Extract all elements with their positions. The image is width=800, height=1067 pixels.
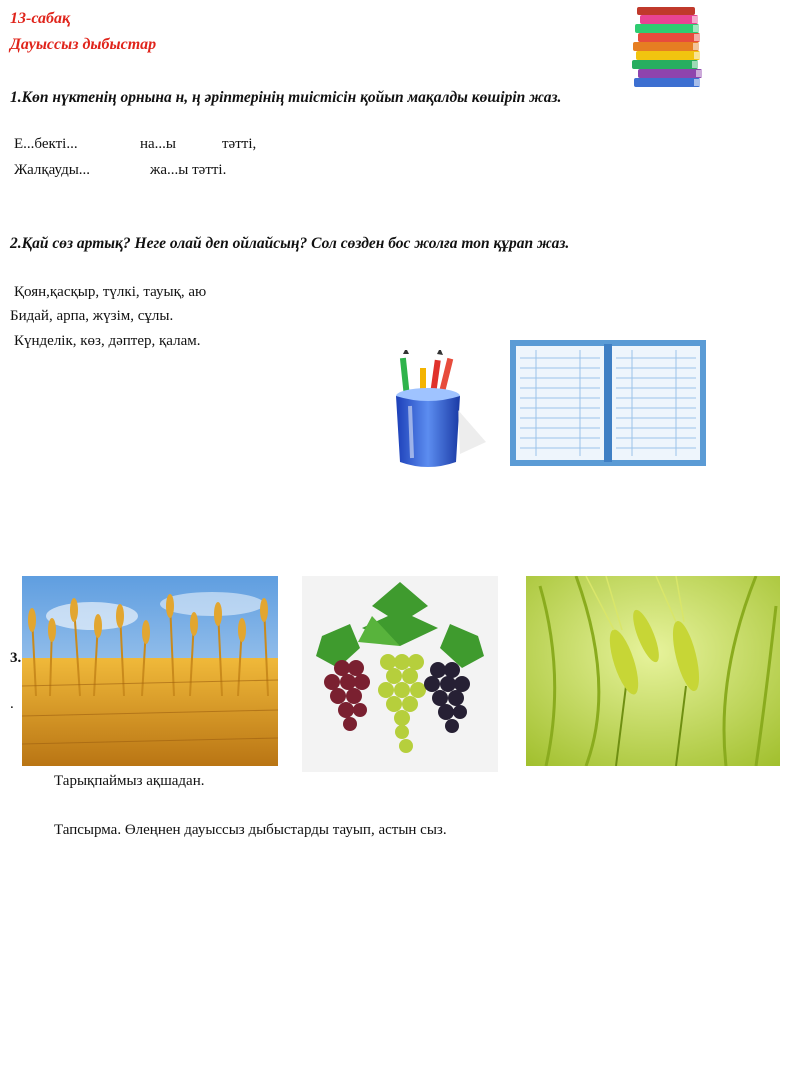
- task3-assignment: Тапсырма. Өлеңнен дауыссыз дыбыстарды тауып, астын сыз.: [54, 822, 447, 838]
- task1-line2-left: Жалқауды...: [14, 162, 91, 178]
- wheat-field-photo: [22, 576, 278, 766]
- books-icon: [628, 4, 710, 90]
- task1-heading: 1.Көп нүктенің орнына н, ң әріптерінің тиістісін қойып мақалды көшіріп жаз.: [10, 89, 562, 106]
- barley-photo: [526, 576, 780, 766]
- task1-line1-right: тәтті,: [222, 136, 257, 152]
- task3-poem-line: Тарықпаймыз ақшадан.: [54, 773, 205, 789]
- task3-dot: .: [10, 696, 14, 712]
- notebook-icon: [510, 340, 706, 466]
- lesson-number: 13-сабақ: [10, 10, 71, 27]
- task1-line2-middle: жа...ы тәтті.: [150, 162, 227, 178]
- lesson-topic: Дауыссыз дыбыстар: [10, 36, 157, 53]
- task3-number: 3.: [10, 650, 22, 666]
- task2-line2: Бидай, арпа, жүзім, сұлы.: [10, 308, 174, 324]
- task2-line1: Қоян,қасқыр, түлкі, тауық, аю: [14, 284, 207, 300]
- task1-line1-left: Е...бекті...: [14, 136, 78, 152]
- pencil-cup-icon: [388, 350, 488, 472]
- grapes-photo: [302, 576, 498, 772]
- task2-heading: 2.Қай сөз артық? Неге олай деп ойлайсың? Сол сөзден бос жолға топ құрап жаз.: [10, 235, 570, 252]
- task2-line3: Күнделік, көз, дәптер, қалам.: [14, 333, 201, 349]
- task1-line1-middle: на...ы: [140, 136, 177, 152]
